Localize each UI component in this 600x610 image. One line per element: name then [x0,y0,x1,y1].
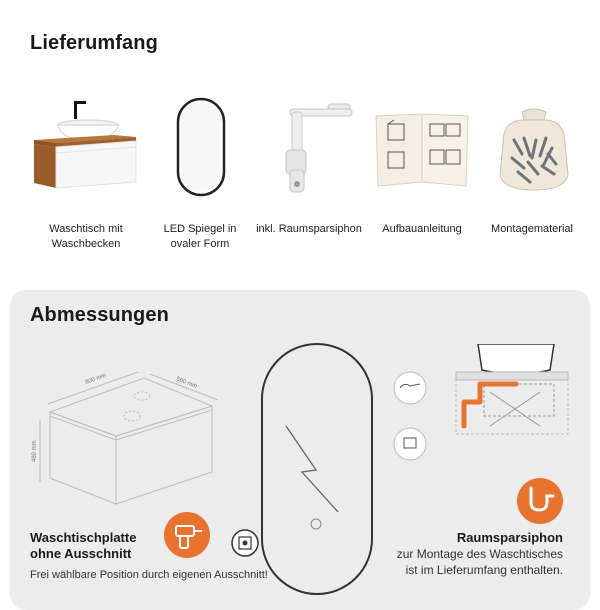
left-feature-title-line2: ohne Ausschnitt [30,546,132,561]
right-feature-title: Raumsparsiphon [456,530,563,545]
item-label-screws [472,222,592,237]
oval-mirror-icon [170,96,232,198]
item-label-line1: LED Spiegel in [163,223,237,235]
drill-icon [164,512,210,558]
width-label: 800 mm [84,372,108,386]
dimensions-title: Abmessungen [30,304,169,326]
item-label-vanity [26,222,146,252]
item-label-line1: inkl. Raumsparsiphon [256,223,362,235]
manual-icon [372,110,472,190]
depth-label: 500 mm [175,376,198,390]
siphon-icon [276,100,356,195]
screws-bag-icon [494,104,574,194]
left-feature-title [30,530,136,562]
right-feature-desc-line1: zur Montage des Waschtisches [396,547,563,561]
item-label-siphon [249,222,369,237]
left-feature-title-line1: Waschtischplatte [30,530,137,545]
cabinet-dimension-drawing [26,350,226,510]
item-label-line1: Montagematerial [491,223,573,235]
item-label-line1: Aufbauanleitung [382,223,462,235]
item-label-line1: Waschtisch mit [49,223,123,235]
siphon-badge [517,478,563,524]
left-feature-desc: Frei wählbare Position durch eigenen Ausschnitt! [30,569,268,581]
vanity-icon [28,95,140,195]
right-feature-desc-line2: ist im Lieferumfang enthalten. [405,563,563,577]
item-label-line2: Waschbecken [51,238,121,250]
drill-badge [164,512,210,558]
delivery-title: Lieferumfang [30,32,158,54]
item-label-manual [362,222,482,237]
right-feature [360,530,563,578]
socket-icon [230,528,260,558]
height-label: 480 mm [32,440,38,462]
siphon-badge-icon [517,478,563,524]
item-label-mirror [140,222,260,252]
item-label-line2: ovaler Form [170,238,230,250]
siphon-install-diagram [390,344,570,474]
